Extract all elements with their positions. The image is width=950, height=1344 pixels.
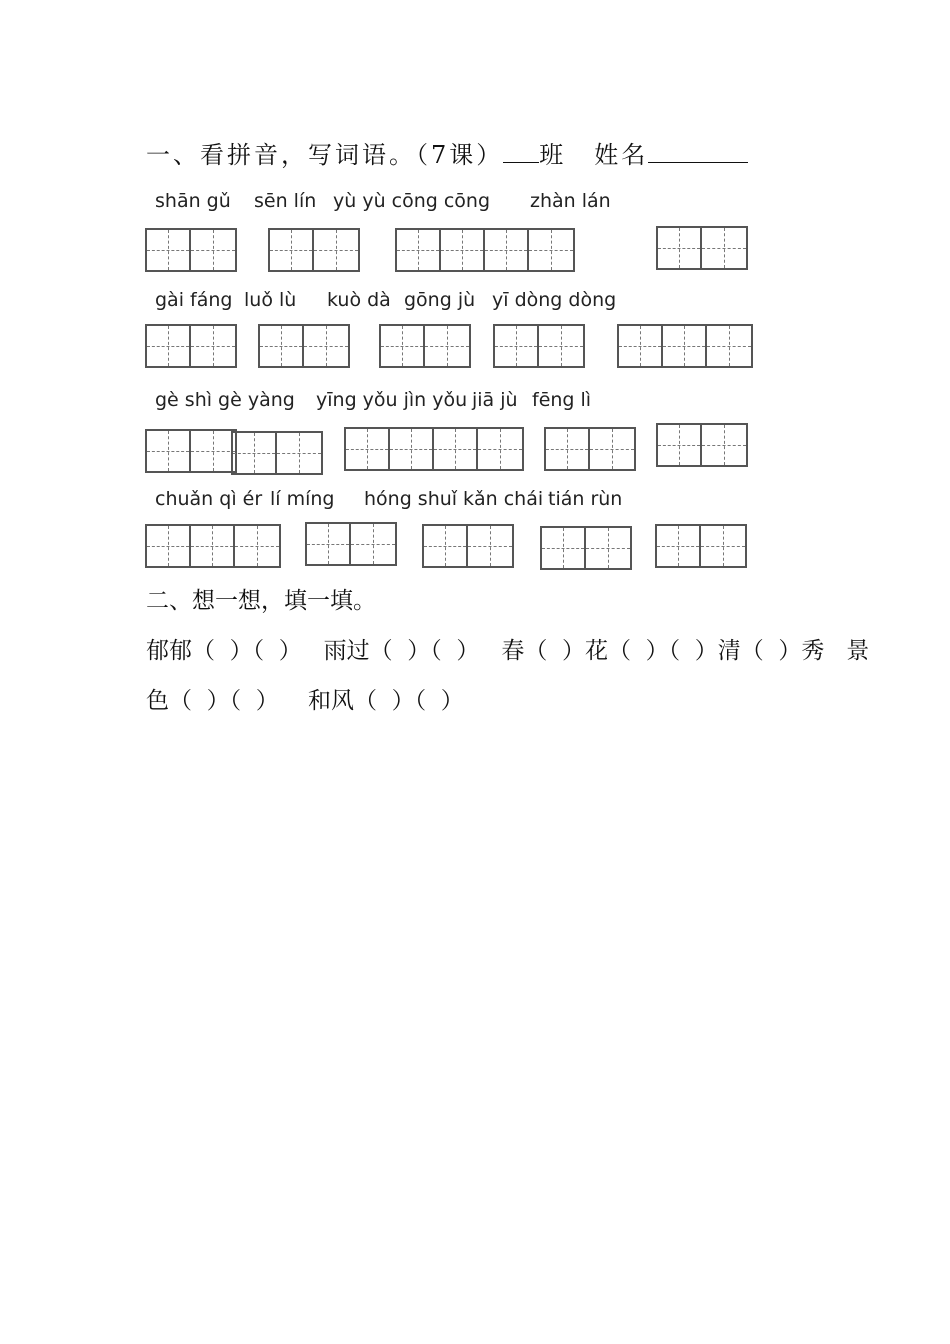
writing-grid[interactable] [540, 526, 632, 570]
writing-grid[interactable] [268, 228, 360, 272]
pinyin-label: chuǎn qì ér [155, 488, 263, 510]
pinyin-label: yīng yǒu jìn yǒu [316, 389, 468, 411]
page-title [146, 135, 748, 170]
pinyin-label: gài fáng [155, 289, 233, 311]
fill-in-line-2: 色（ ）（ ） 和风（ ）（ ） [146, 688, 464, 714]
class-blank[interactable] [503, 140, 539, 163]
pinyin-label: gè shì gè yàng [155, 389, 295, 411]
pinyin-label: kǎn chái [463, 488, 544, 510]
pinyin-label: gōng jù [404, 289, 476, 311]
pinyin-label: kuò dà [327, 289, 391, 311]
pinyin-label: yù yù cōng cōng [333, 190, 491, 212]
writing-grid[interactable] [305, 522, 397, 566]
pinyin-label: shān gǔ [155, 190, 231, 212]
writing-grid[interactable] [145, 228, 237, 272]
exercise-title: 一、看拼音，写词语。（7课） [146, 141, 504, 169]
writing-grid[interactable] [231, 431, 323, 475]
class-label: 班 [539, 141, 567, 169]
writing-grid[interactable] [493, 324, 585, 368]
writing-grid[interactable] [145, 524, 281, 568]
pinyin-label: jiā jù [472, 389, 518, 411]
writing-grid[interactable] [145, 324, 237, 368]
pinyin-label: tián rùn [548, 488, 623, 510]
writing-grid[interactable] [656, 226, 748, 270]
name-label: 姓名 [594, 141, 649, 169]
writing-grid[interactable] [656, 423, 748, 467]
writing-grid[interactable] [145, 429, 237, 473]
pinyin-label: fēng lì [532, 389, 592, 411]
pinyin-label: sēn lín [254, 190, 317, 212]
writing-grid[interactable] [544, 427, 636, 471]
writing-grid[interactable] [344, 427, 524, 471]
writing-grid[interactable] [655, 524, 747, 568]
name-blank[interactable] [648, 140, 748, 163]
writing-grid[interactable] [258, 324, 350, 368]
pinyin-label: zhàn lán [530, 190, 611, 212]
pinyin-label: yī dòng dòng [492, 289, 617, 311]
pinyin-label: hóng shuǐ [364, 488, 458, 510]
section-two-title: 二、想一想，填一填。 [146, 588, 376, 614]
writing-grid[interactable] [617, 324, 753, 368]
writing-grid[interactable] [395, 228, 575, 272]
pinyin-label: lí míng [270, 488, 335, 510]
writing-grid[interactable] [379, 324, 471, 368]
pinyin-label: luǒ lù [244, 289, 297, 311]
writing-grid[interactable] [422, 524, 514, 568]
fill-in-line-1: 郁郁（ ）（ ） 雨过（ ）（ ） 春（ ）花（ ）（ ）清（ ）秀 景 [146, 638, 870, 664]
